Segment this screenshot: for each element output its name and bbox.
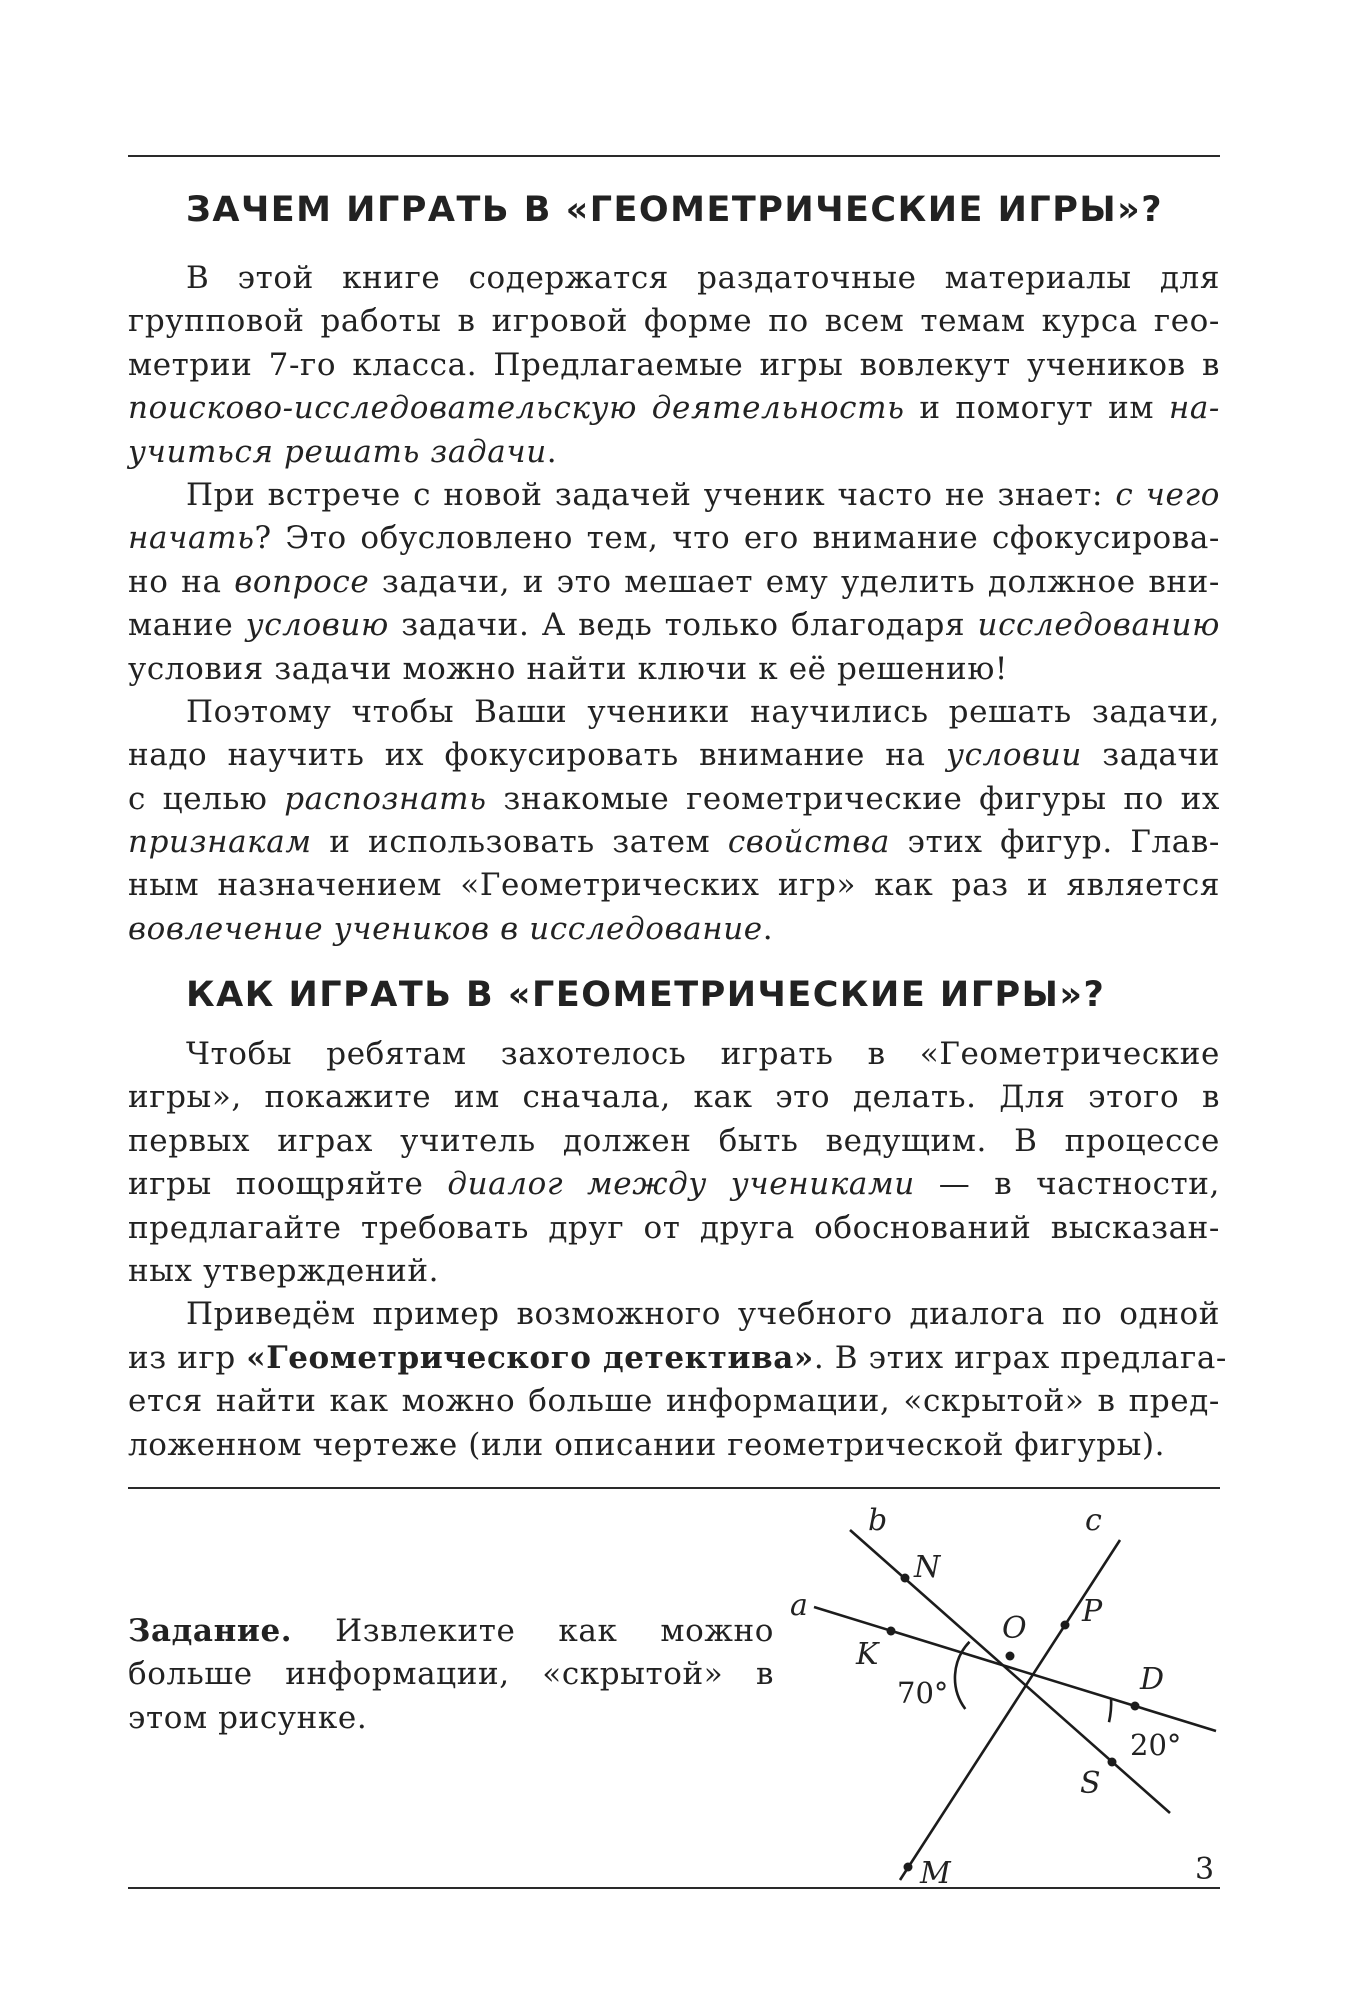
- label-O: O: [1002, 1611, 1027, 1646]
- paragraph: [128, 1033, 1220, 1293]
- text-line: больше информации, «скрытой» в: [128, 1656, 774, 1693]
- label-D: D: [1140, 1662, 1165, 1697]
- section1-body: [128, 257, 1220, 951]
- task-label: Задание.: [128, 1613, 293, 1649]
- paragraph: [128, 1293, 1228, 1467]
- text-line: В этой книге содержатся раздаточные материалы для: [186, 260, 1220, 296]
- text-line: из игр «Геометрического детектива». В этих играх предлага-: [128, 1339, 1228, 1376]
- point-O: [1006, 1652, 1015, 1661]
- text-line: игры поощряйте диалог между учениками — в частности,: [128, 1166, 1220, 1203]
- point-M: [904, 1863, 913, 1872]
- angle-label-70: 70°: [897, 1676, 949, 1710]
- label-a: a: [790, 1588, 808, 1623]
- line-b: [850, 1530, 1170, 1813]
- text-line: предлагайте требовать друг от друга обоснований высказан-: [128, 1209, 1220, 1246]
- bottom-rule: [128, 1887, 1220, 1889]
- text-line: учиться решать задачи.: [128, 433, 558, 470]
- angle-arc-20: [1109, 1699, 1111, 1723]
- text-line: При встрече с новой задачей ученик часто не знает: с чего: [186, 476, 1220, 513]
- label-b: b: [868, 1505, 888, 1538]
- paragraph: [128, 691, 1220, 951]
- section2-heading: КАК ИГРАТЬ В «ГЕОМЕТРИЧЕСКИЕ ИГРЫ»?: [186, 975, 1106, 1015]
- text-line: Приведём пример возможного учебного диалога по одной: [186, 1296, 1220, 1333]
- label-P: P: [1082, 1594, 1103, 1629]
- label-S: S: [1080, 1766, 1101, 1801]
- angle-label-20: 20°: [1130, 1728, 1182, 1762]
- point-N: [901, 1574, 910, 1583]
- text-line: Чтобы ребятам захотелось играть в «Геометрические: [186, 1036, 1220, 1072]
- page-number: 3: [1195, 1852, 1215, 1887]
- label-K: K: [856, 1637, 879, 1672]
- text-line: ется найти как можно больше информации, «скрытой» в пред-: [128, 1383, 1220, 1420]
- text-line: ложенном чертеже (или описании геометрической фигуры).: [128, 1426, 1166, 1463]
- text-line: начать? Это обусловлено тем, что его внимание сфокусирова-: [128, 520, 1220, 557]
- task-top-rule: [128, 1487, 1220, 1489]
- text-line: ным назначением «Геометрических игр» как раз и является: [128, 867, 1220, 904]
- text-line: игры», покажите им сначала, как это делать. Для этого в: [128, 1079, 1220, 1116]
- line-c: [900, 1540, 1120, 1880]
- point-P: [1061, 1621, 1070, 1630]
- paragraph: [128, 474, 1220, 691]
- text-line: поисково-исследовательскую деятельность и помогут им на-: [128, 390, 1220, 427]
- geometry-figure: [790, 1505, 1230, 1885]
- text-line: мание условию задачи. А ведь только благодаря исследованию: [128, 607, 1221, 644]
- text-line: вовлечение учеников в исследование.: [128, 910, 774, 947]
- text-line: этом рисунке.: [128, 1699, 368, 1736]
- section1-heading: ЗАЧЕМ ИГРАТЬ В «ГЕОМЕТРИЧЕСКИЕ ИГРЫ»?: [186, 190, 1164, 230]
- text-line: Задание. Извлеките как можно: [128, 1613, 774, 1649]
- text-line: надо научить их фокусировать внимание на условии задачи: [128, 737, 1220, 774]
- paragraph: [128, 257, 1220, 474]
- text-line: метрии 7-го класса. Предлагаемые игры вовлекут учеников в: [128, 346, 1220, 383]
- point-K: [887, 1627, 896, 1636]
- task-text: [128, 1610, 774, 1740]
- text-line: групповой работы в игровой форме по всем темам курса гео-: [128, 303, 1220, 340]
- label-N: N: [914, 1550, 941, 1585]
- point-D: [1131, 1702, 1140, 1711]
- text-line: но на вопросе задачи, и это мешает ему уделить должное вни-: [128, 563, 1220, 600]
- top-rule: [128, 155, 1220, 157]
- text-line: ных утверждений.: [128, 1252, 440, 1289]
- text-line: условия задачи можно найти ключи к её решению!: [128, 650, 1008, 687]
- text-line: первых играх учитель должен быть ведущим. В процессе: [128, 1122, 1220, 1159]
- text-line: с целью распознать знакомые геометрические фигуры по их: [128, 780, 1220, 817]
- text-line: Поэтому чтобы Ваши ученики научились решать задачи,: [186, 693, 1220, 730]
- section2-body: [128, 1033, 1228, 1467]
- text-line: признакам и использовать затем свойства этих фигур. Глав-: [128, 824, 1220, 861]
- label-M: M: [920, 1856, 951, 1885]
- label-c: c: [1085, 1505, 1102, 1538]
- point-S: [1108, 1758, 1117, 1767]
